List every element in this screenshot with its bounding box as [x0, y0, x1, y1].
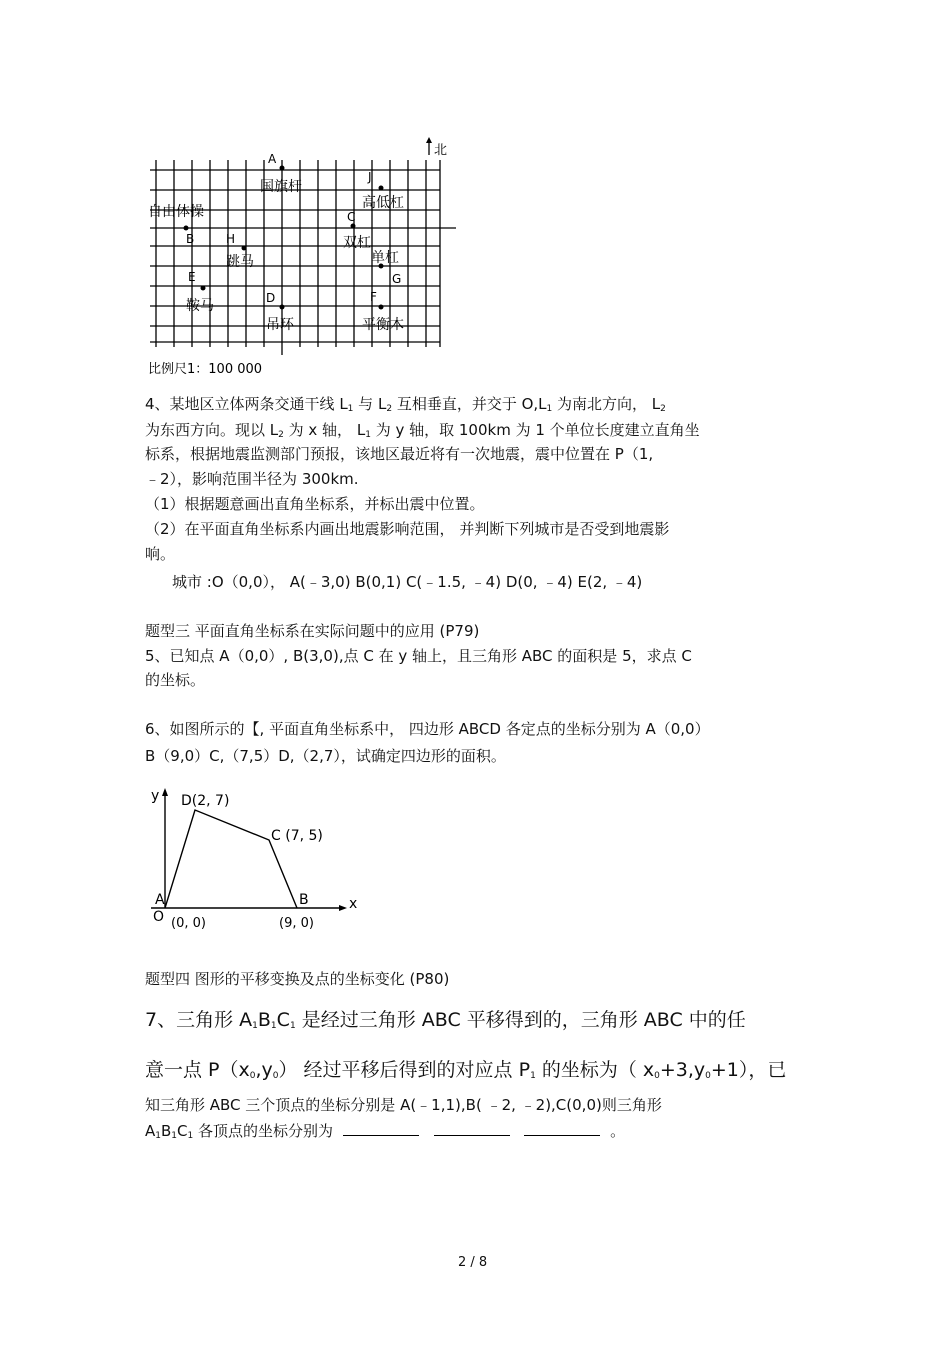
question-4-line-4: ﹣2），影响范围半径为 300km. [145, 470, 359, 488]
map-point-f: F [370, 290, 377, 304]
fig-point-a: A [155, 892, 165, 908]
map-label-dangang: 单杠 [371, 250, 399, 266]
fig-x-label: x [349, 896, 358, 912]
question-7-line-1: 7、三角形 $A_1B_1C_1$ 是经过三角形 ABC 平移得到的，三角形 ABC 中的任 [145, 1009, 746, 1031]
map-label-guoqigan: 国旗杆 [260, 179, 302, 195]
fig-point-d: D(2, 7) [181, 793, 230, 809]
map-label-pinghengmu: 平衡木 [362, 317, 404, 333]
question-7-line-2: 意一点 $P(x_0,y_0)$ 经过平移后得到的对应点 $P_1$ 的坐标为（ $x_0+3,y_0+1$），已 [145, 1059, 787, 1081]
map-point-e: E [188, 270, 196, 284]
question-4-part-2: （2）在平面直角坐标系内画出地震影响范围， 并判断下列城市是否受到地震影 [145, 520, 670, 538]
map-label-ziyoucao: 自由体操 [148, 204, 204, 220]
map-label-tiaoma: 跳马 [226, 254, 254, 270]
answer-blank-c1[interactable] [524, 1121, 600, 1136]
map-point-a: A [268, 152, 277, 166]
type-4-heading: 题型四 图形的平移变换及点的坐标变化 (P80) [145, 970, 450, 988]
question-4-line-1: 4、某地区立体两条交通干线 $L_1$ 与 $L_2$ 互相垂直，并交于 $O,L_1$ 为南北方向， $L_2$ [145, 395, 666, 414]
map-point-b: B [186, 232, 195, 246]
map-label-anma: 鞍马 [186, 298, 214, 314]
question-7-line-3: 知三角形 ABC 三个顶点的坐标分别是 A(﹣1,1),B( ﹣2, ﹣2),C(0,0)则三角形 [145, 1096, 662, 1114]
question-4-cities: 城市 :O（0,0）， A(﹣3,0) B(0,1) C(﹣1.5, ﹣4) D(0, ﹣4) E(2, ﹣4) [172, 573, 643, 591]
question-7-line-4: $A_1B_1C_1$ 各顶点的坐标分别为 。 [145, 1122, 626, 1141]
question-4-part-2-cont: 响。 [145, 545, 176, 563]
map-label-gaodigang: 高低杠 [362, 195, 404, 211]
answer-blank-a1[interactable] [343, 1121, 419, 1136]
north-label: 北 [434, 143, 448, 158]
fig-origin-o: O [153, 909, 165, 925]
map-point-d: D [266, 291, 276, 305]
fig-point-b: B [299, 892, 309, 908]
question-5-line-1: 5、已知点 A（0,0）, B(3,0),点 C 在 y 轴上，且三角形 ABC 的面积是 5，求点 C [145, 647, 692, 665]
map-label-diaohuan: 吊环 [266, 317, 294, 333]
fig-b-coord: (9, 0) [279, 916, 314, 931]
fig-o-coord: (0, 0) [171, 916, 206, 931]
question-4-line-2: 为东西方向。现以 $L_2$ 为 x 轴， $L_1$ 为 y 轴，取 100km 为 1 个单位长度建立直角坐 [145, 421, 700, 440]
question-6-line-1: 6、如图所示的【, 平面直角坐标系中， 四边形 ABCD 各定点的坐标分别为 A（0,0） [145, 720, 710, 738]
answer-blank-b1[interactable] [434, 1121, 510, 1136]
map-point-g: G [392, 272, 402, 286]
quadrilateral-figure [145, 780, 375, 940]
question-4-part-1: （1）根据题意画出直角坐标系，并标出震中位置。 [145, 495, 485, 513]
map-point-h: H [226, 232, 236, 246]
sports-field-map [140, 135, 470, 380]
type-3-heading: 题型三 平面直角坐标系在实际问题中的应用 (P79) [145, 622, 480, 640]
fig-point-c: C (7, 5) [271, 828, 323, 844]
question-6-line-2: B（9,0）C,（7,5）D,（2,7），试确定四边形的面积。 [145, 747, 506, 765]
question-4-line-3: 标系，根据地震监测部门预报，该地区最近将有一次地震，震中位置在 P（1, [145, 445, 654, 463]
page-number: 2 / 8 [458, 1255, 488, 1270]
map-scale: 比例尺1：100 000 [148, 362, 263, 377]
map-label-shuanggang: 双杠 [343, 235, 371, 251]
question-5-line-2: 的坐标。 [145, 671, 206, 689]
map-point-j: J [368, 170, 372, 184]
fig-y-label: y [151, 788, 160, 804]
map-point-c: C [347, 210, 356, 224]
